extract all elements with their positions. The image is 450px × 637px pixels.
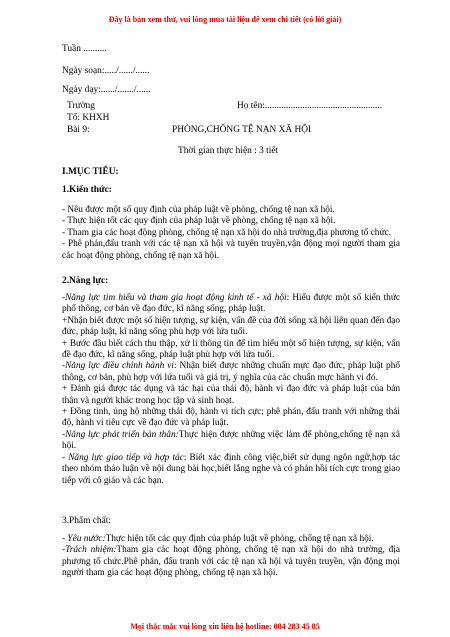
- lesson-duration: Thời gian thực hiện : 3 tiết: [178, 146, 279, 156]
- lesson-title: PHÒNG,CHỐNG TỆ NẠN XÃ HỘI: [172, 125, 312, 135]
- qualities-list: [62, 534, 400, 580]
- objectives-heading: I.MỤC TIÊU:: [62, 167, 119, 177]
- skill-item: [62, 361, 400, 384]
- skill-item: +Nhận biết được một số hiện tượng, sự kiện, vấn đề của đời sống xã hội liên quan đến đạo đức, pháp luật, kĩ năng sống phù hợp với lứa tuổi.: [62, 315, 400, 338]
- teach-date-line: Ngày dạy:....../......./......: [62, 85, 151, 95]
- skill-label: -Năng lực phát triển bản thân:: [62, 429, 179, 440]
- skill-item: + Bước đầu biết cách thu thập, xử lí thông tin để tìm hiểu một số hiện tượng, sự kiện, vấn đề đạo đức, kĩ năng sống, pháp luật phù hợp với lứa tuổi.: [62, 338, 400, 361]
- skills-heading: 2.Năng lực:: [62, 276, 109, 286]
- school-label: Trường: [67, 101, 95, 111]
- qualities-heading: 3.Phẩm chất:: [62, 516, 111, 526]
- top-banner: Đây là bản xem thử, vui lòng mua tài liệu để xem chi tiết (có lời giải): [108, 15, 342, 24]
- quality-item: [62, 545, 400, 579]
- prep-date-line: Ngày soạn:...../....../......: [62, 66, 150, 76]
- skill-text: Thực hiện được những việc làm để phòng,chống tệ nạn xã hội.: [62, 429, 400, 452]
- knowledge-list: [62, 205, 400, 262]
- bottom-banner: Mọi thắc mắc vui lòng xin liên hệ hotline: 084 283 45 85: [130, 622, 320, 631]
- quality-label: -Trách nhiệm:: [62, 545, 117, 556]
- lesson-number: Bài 9:: [67, 125, 90, 135]
- skill-item: + Đánh giá được tác dụng và tác hại của thái độ, hành vi đạo đức và pháp luật của bản thân và người khác trong học tập và sinh hoạt.: [62, 384, 400, 406]
- quality-text: Tham gia các hoạt động phòng, chống tệ nạn xã hội do nhà trường, địa phương tổ chức.Phê phán, đấu tranh với các tệ nạn xã hội và tuyên truyền, vận động mọi người tham gia các hoạt động phòng, chống tệ nạn xã hội.: [62, 545, 401, 579]
- quality-item: [62, 534, 400, 545]
- knowledge-item: - Phê phán,đấu tranh với các tệ nạn xã hội và tuyên truyền,vận động mọi người tham gia các hoạt động phòng, chống tệ nạn xã hội.: [62, 239, 400, 261]
- group-label: Tổ: KHXH: [67, 113, 110, 123]
- skill-text: : Nhận biết được những chuẩn mực đạo đức, pháp luật phổ thông, cơ bản, phù hợp với lứa tuổi và giá trị, ý nghĩa của các chuẩn mực hành vi đó.: [62, 361, 400, 383]
- knowledge-item: - Tham gia các hoạt động phòng, chống tệ nạn xã hội do nhà trường,địa phương tổ chức.: [62, 227, 391, 238]
- week-line: Tuần ..........: [62, 44, 107, 54]
- skill-item: [62, 453, 400, 487]
- knowledge-item: - Thực hiện tốt các quy định của pháp luật về phòng, chống tệ nạn xã hội.: [62, 216, 336, 227]
- skill-item: [62, 430, 400, 453]
- skill-text: : Biết xác định công việc,biết sử dụng ngôn ngữ,hợp tác theo nhóm thảo luận về nội dung bài học,biết lắng nghe và có phản hồi tích cực trong giao tiếp với cô giáo và các bạn.: [62, 452, 401, 486]
- knowledge-heading: 1.Kiến thức:: [62, 185, 112, 195]
- skills-list: [62, 293, 400, 487]
- skill-label: -Năng lực tìm hiểu và tham gia hoạt động kinh tế - xã hội: [62, 293, 287, 303]
- quality-text: Thực hiện tốt các quy định của pháp luật về phòng, chống tệ nạn xã hội.: [105, 534, 374, 544]
- skill-item: + Đồng tình, ủng hộ những thái độ, hành vi tích cực; phê phán, đấu tranh với những thái độ, hành vi tiêu cực về đạo đức và pháp luật.: [62, 407, 400, 429]
- knowledge-item: - Nêu được một số quy định của pháp luật về phòng, chống tệ nạn xã hội.: [62, 205, 335, 215]
- skill-text: : Hiểu được một số kiến thức phổ thông, cơ bản về đạo đức, kĩ năng sống, pháp luật.: [62, 293, 400, 315]
- skill-label: - Năng lực giao tiếp và hợp tác: [62, 452, 184, 463]
- name-label: Họ tên:..................................................: [237, 101, 383, 111]
- skill-label: -Năng lực điều chỉnh hành vi: [62, 361, 174, 372]
- skill-item: [62, 293, 400, 316]
- quality-label: - Yêu nước:: [62, 534, 106, 544]
